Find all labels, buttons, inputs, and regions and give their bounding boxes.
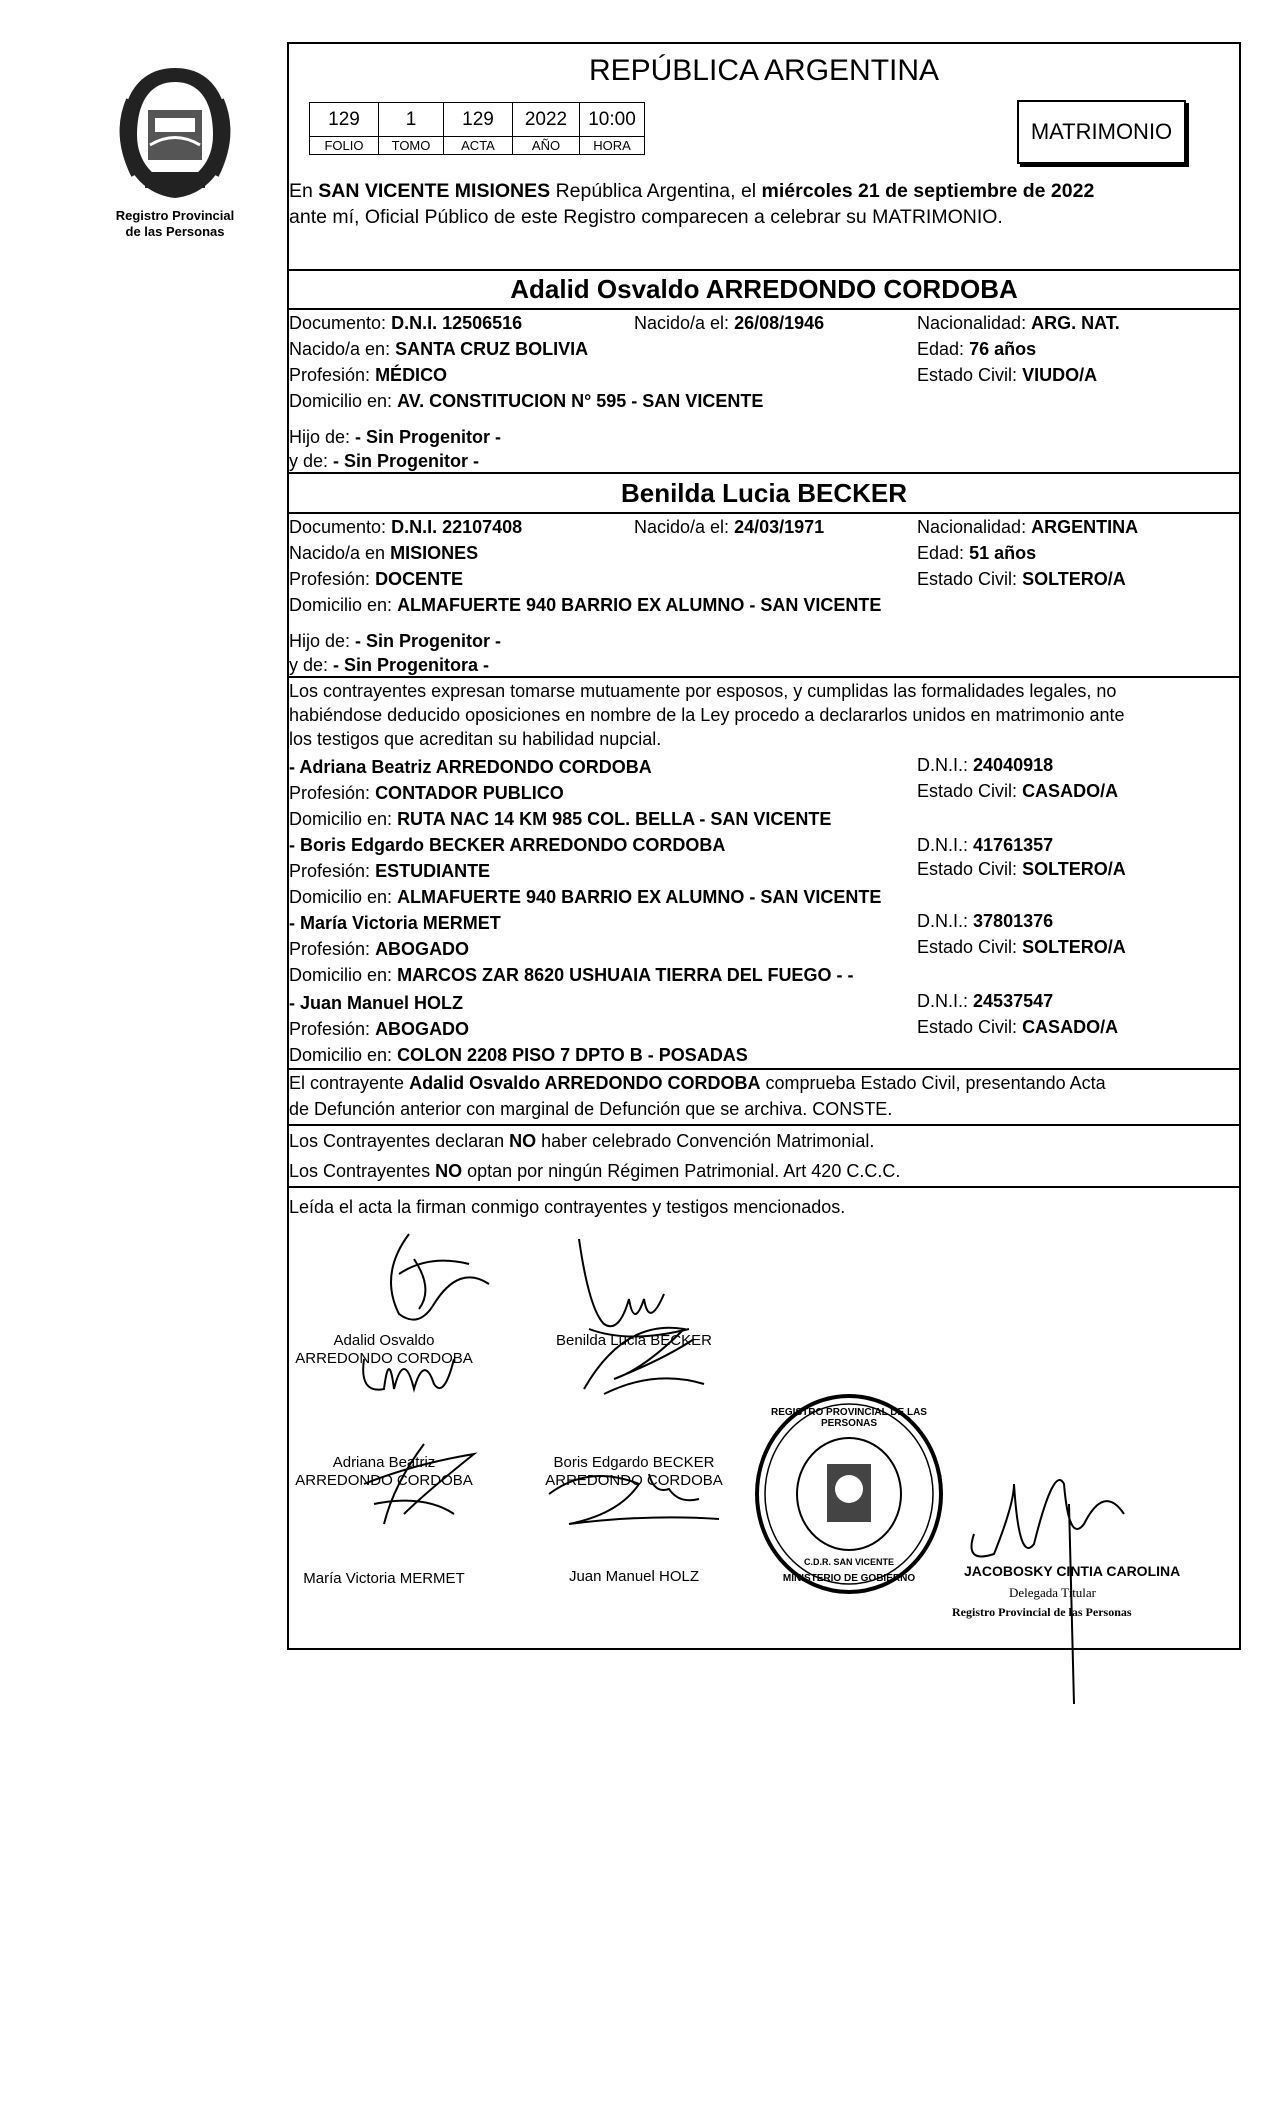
hora-label: HORA: [580, 137, 645, 155]
convention-line-2: Los Contrayentes NO optan por ningún Régimen Patrimonial. Art 420 C.C.C.: [289, 1161, 901, 1181]
spouse2-name: Benilda Lucia BECKER: [620, 478, 908, 508]
signature-witness2-icon: [564, 1309, 734, 1409]
spouse2-birthplace: Nacido/a en MISIONES: [289, 543, 479, 563]
tomo-value: 1: [379, 103, 444, 137]
ceremony-date: miércoles 21 de septiembre de 2022: [761, 180, 1095, 202]
ano-label: AÑO: [513, 137, 580, 155]
civil-status-note-line-2: de Defunción anterior con marginal de Defunción que se archiva. CONSTE.: [289, 1099, 893, 1119]
intro-line-1: En SAN VICENTE MISIONES República Argentina, el miércoles 21 de septiembre de 2022: [289, 180, 1095, 202]
witness-dni: D.N.I.: 41761357: [917, 835, 1054, 855]
declaration-line-1: Los contrayentes expresan tomarse mutuamente por esposos, y cumplidas las formalidades legales, no: [289, 681, 1117, 701]
witness-civil: Estado Civil: SOLTERO/A: [917, 859, 1126, 879]
logo-org-line1: Registro Provincial: [115, 208, 235, 223]
official-stamp: [749, 1389, 949, 1599]
witness-profession: Profesión: ABOGADO: [289, 939, 470, 959]
tomo-label: TOMO: [379, 137, 444, 155]
spouse1-age: Edad: 76 años: [917, 339, 1037, 359]
civil-status-note-line-1: El contrayente Adalid Osvaldo ARREDONDO CORDOBA comprueba Estado Civil, presentando Acta: [289, 1073, 1106, 1093]
register-table: [309, 102, 645, 155]
acta-value: 129: [444, 103, 513, 137]
spouse2-doc: Documento: D.N.I. 22107408: [289, 517, 523, 537]
document-type-box: [1017, 100, 1186, 164]
hora-value: 10:00: [580, 103, 645, 137]
stamp-ring-text: REGISTRO PROVINCIAL DE LAS PERSONAS: [771, 1407, 927, 1429]
spouse2-profession: Profesión: DOCENTE: [289, 569, 464, 589]
sig-label-witness1: Adriana Beatriz ARREDONDO CORDOBA: [295, 1454, 473, 1489]
place: SAN VICENTE MISIONES: [318, 180, 551, 202]
spouse1-born: Nacido/a el: 26/08/1946: [634, 313, 825, 333]
witness-name: - María Victoria MERMET: [289, 913, 501, 933]
spouse1-parent2: y de: - Sin Progenitor -: [289, 451, 480, 471]
registry-logo: [100, 60, 250, 240]
spouse2-parent2: y de: - Sin Progenitora -: [289, 655, 490, 675]
ano-value: 2022: [513, 103, 580, 137]
spouse1-nat: Nacionalidad: ARG. NAT.: [917, 313, 1120, 333]
sig-label-witness3: María Victoria MERMET: [303, 1570, 465, 1587]
witness-dni: D.N.I.: 24537547: [917, 991, 1054, 1011]
spouse2-parent1: Hijo de: - Sin Progenitor -: [289, 631, 502, 651]
stamp-bottom-text: MINISTERIO DE GOBIERNO: [782, 1573, 916, 1584]
sig-label-spouse2: Benilda Lucia BECKER: [556, 1332, 712, 1349]
logo-org-line2: de las Personas: [125, 224, 225, 239]
marriage-certificate: [287, 42, 1241, 1650]
spouse1-birthplace: Nacido/a en: SANTA CRUZ BOLIVIA: [289, 339, 589, 359]
official-name: JACOBOSKY CINTIA CAROLINA: [964, 1563, 1181, 1579]
witness-dni: D.N.I.: 24040918: [917, 755, 1054, 775]
declaration-line-3: los testigos que acreditan su habilidad nupcial.: [289, 729, 662, 749]
spouse2-civil: Estado Civil: SOLTERO/A: [917, 569, 1126, 589]
intro-line-2: ante mí, Oficial Público de este Registro comparecen a celebrar su MATRIMONIO.: [289, 206, 1003, 228]
official-org: Registro Provincial de las Personas: [952, 1605, 1132, 1619]
closing-statement: Leída el acta la firman conmigo contrayentes y testigos mencionados.: [289, 1197, 846, 1217]
witness-address: Domicilio en: MARCOS ZAR 8620 USHUAIA TIERRA DEL FUEGO - -: [289, 965, 854, 985]
official-role: Delegada Titular: [1009, 1585, 1097, 1600]
convention-line-1: Los Contrayentes declaran NO haber celebrado Convención Matrimonial.: [289, 1131, 875, 1151]
witness-address: Domicilio en: COLON 2208 PISO 7 DPTO B - POSADAS: [289, 1045, 748, 1065]
acta-label: ACTA: [444, 137, 513, 155]
spouse1-civil: Estado Civil: VIUDO/A: [917, 365, 1098, 385]
stamp-inner-text: C.D.R. SAN VICENTE: [803, 1557, 894, 1567]
sig-label-witness2: Boris Edgardo BECKER ARREDONDO CORDOBA: [545, 1454, 723, 1489]
page-title: REPÚBLICA ARGENTINA: [588, 54, 940, 87]
witness-civil: Estado Civil: SOLTERO/A: [917, 937, 1126, 957]
witness-address: Domicilio en: RUTA NAC 14 KM 985 COL. BELLA - SAN VICENTE: [289, 809, 832, 829]
witness-civil: Estado Civil: CASADO/A: [917, 781, 1119, 801]
witness-address: Domicilio en: ALMAFUERTE 940 BARRIO EX ALUMNO - SAN VICENTE: [289, 887, 882, 907]
spouse1-parent1: Hijo de: - Sin Progenitor -: [289, 427, 502, 447]
misiones-seal-icon: [100, 60, 250, 205]
spouse1-doc: Documento: D.N.I. 12506516: [289, 313, 523, 333]
folio-label: FOLIO: [310, 137, 379, 155]
official-signature-icon: [954, 1444, 1134, 1714]
folio-value: 129: [310, 103, 379, 137]
spouse1-profession: Profesión: MÉDICO: [289, 365, 448, 385]
declaration-line-2: habiéndose deducido oposiciones en nombre de la Ley procedo a declararlos unidos en matrimonio ante: [289, 705, 1125, 725]
witness-civil: Estado Civil: CASADO/A: [917, 1017, 1119, 1037]
sig-label-spouse1: Adalid Osvaldo ARREDONDO CORDOBA: [295, 1332, 473, 1367]
witness-profession: Profesión: ESTUDIANTE: [289, 861, 491, 881]
witness-name: - Juan Manuel HOLZ: [289, 993, 464, 1013]
witness-profession: Profesión: ABOGADO: [289, 1019, 470, 1039]
sig-label-witness4: Juan Manuel HOLZ: [568, 1568, 700, 1585]
witness-dni: D.N.I.: 37801376: [917, 911, 1054, 931]
spouse2-nat: Nacionalidad: ARGENTINA: [917, 517, 1139, 537]
spouse2-age: Edad: 51 años: [917, 543, 1037, 563]
witness-name: - Adriana Beatriz ARREDONDO CORDOBA: [289, 757, 652, 777]
document-type: MATRIMONIO: [1030, 119, 1173, 144]
spouse2-born: Nacido/a el: 24/03/1971: [634, 517, 825, 537]
spouse2-address: Domicilio en: ALMAFUERTE 940 BARRIO EX ALUMNO - SAN VICENTE: [289, 595, 882, 615]
witness-name: - Boris Edgardo BECKER ARREDONDO CORDOBA: [289, 835, 726, 855]
signature-spouse1-icon: [339, 1214, 509, 1334]
witness-profession: Profesión: CONTADOR PUBLICO: [289, 783, 564, 803]
spouse1-address: Domicilio en: AV. CONSTITUCION N° 595 - SAN VICENTE: [289, 391, 764, 411]
spouse1-name: Adalid Osvaldo ARREDONDO CORDOBA: [510, 274, 1018, 304]
